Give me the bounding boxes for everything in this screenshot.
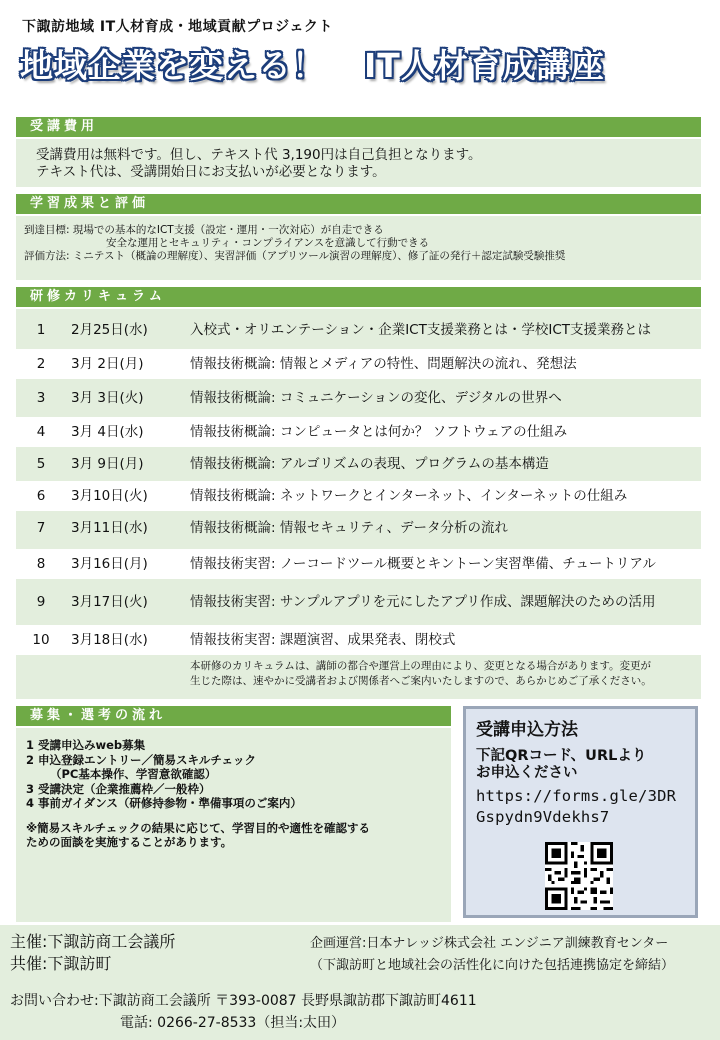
selection-step-4: 4 事前ガイダンス（研修持参物・準備事項のご案内）	[26, 796, 302, 810]
row-date: 3月 9日(月)	[71, 456, 144, 472]
title-part-2: IT人材育成講座	[364, 46, 605, 85]
curriculum-row	[16, 417, 701, 447]
selection-note-line-1: ※簡易スキルチェックの結果に応じて、学習目的や適性を確認する	[26, 820, 370, 835]
selection-heading: 募集・選考の流れ	[16, 706, 451, 728]
row-number: 9	[36, 594, 46, 610]
footer	[0, 925, 720, 1040]
curriculum-row	[16, 349, 701, 379]
fee-line-1: 受講費用は無料です。但し、テキスト代 3,190円は自己負担となります。	[36, 147, 482, 163]
row-number: 7	[36, 520, 46, 536]
row-date: 3月17日(火)	[71, 594, 148, 610]
curriculum-row	[16, 383, 701, 413]
row-number: 2	[36, 356, 46, 372]
row-number: 6	[36, 488, 46, 504]
row-content: 情報技術実習: ノーコードツール概要とキントーン実習準備、チュートリアル	[190, 556, 656, 572]
agreement-note: （下諏訪町と地域社会の活性化に向けた包括連携協定を締結）	[310, 958, 675, 973]
goal-line-2: 安全な運用とセキュリティ・コンプライアンスを意識して行動できる	[106, 237, 430, 249]
row-number: 5	[36, 456, 46, 472]
row-content: 情報技術実習: サンプルアプリを元にしたアプリ作成、課題解決のための活用	[190, 594, 656, 610]
row-date: 3月 2日(月)	[71, 356, 144, 372]
curriculum-row	[16, 481, 701, 511]
row-content: 情報技術概論: コンピュータとは何か？ ソフトウェアの仕組み	[190, 424, 568, 440]
application-url[interactable]	[476, 786, 695, 828]
curriculum-row	[16, 587, 701, 617]
contact-phone: 電話: 0266-27-8533（担当:太田）	[120, 1015, 346, 1031]
row-date: 3月18日(水)	[71, 632, 148, 648]
application-instruction-1: 下記QRコード、URLより	[476, 748, 647, 764]
row-date: 2月25日(水)	[71, 322, 148, 338]
row-content: 情報技術概論: 情報とメディアの特性、問題解決の流れ、発想法	[190, 356, 577, 372]
row-date: 3月 4日(水)	[71, 424, 144, 440]
contact-address: お問い合わせ:下諏訪商工会議所 〒393-0087 長野県諏訪郡下諏訪町4611	[10, 993, 477, 1009]
row-number: 8	[36, 556, 46, 572]
title-part-1: 地域企業を変える！	[20, 46, 326, 85]
curriculum-note-line-1: 本研修のカリキュラムは、講師の都合や運営上の理由により、変更となる場合があります。変更が	[190, 660, 652, 672]
curriculum-row	[16, 549, 701, 579]
curriculum-section	[16, 287, 701, 699]
curriculum-row	[16, 513, 701, 543]
curriculum-note	[190, 659, 700, 689]
curriculum-note-line-2: 生じた際は、速やかに受講者および関係者へご案内いたしますので、あらかじめご了承ください。	[190, 675, 652, 687]
goal-line-1: 到達目標: 現場での基本的なICT支援（設定・運用・一次対応）が自走できる	[24, 224, 384, 236]
co-host: 共催:下諏訪町	[10, 954, 112, 973]
host-organizer: 主催:下諏訪商工会議所	[10, 932, 176, 951]
row-number: 1	[36, 322, 46, 338]
row-number: 4	[36, 424, 46, 440]
fee-section	[16, 117, 701, 187]
outcome-section	[16, 194, 701, 280]
page-title	[20, 40, 605, 87]
selection-step-2-detail: （PC基本操作、学習意欲確認）	[50, 767, 217, 781]
application-box	[463, 706, 698, 918]
curriculum-row	[16, 625, 701, 655]
curriculum-heading: 研修カリキュラム	[16, 287, 701, 309]
application-instruction-2: お申込ください	[476, 765, 578, 781]
row-content: 情報技術概論: アルゴリズムの表現、プログラムの基本構造	[190, 456, 549, 472]
row-number: 3	[36, 390, 46, 406]
row-date: 3月 3日(火)	[71, 390, 144, 406]
row-content: 情報技術概論: ネットワークとインターネット、インターネットの仕組み	[190, 488, 628, 504]
project-subtitle: 下諏訪地域 IT人材育成・地域貢献プロジェクト	[22, 19, 333, 35]
row-date: 3月16日(月)	[71, 556, 148, 572]
qr-code-icon[interactable]	[545, 842, 613, 910]
outcome-heading: 学習成果と評価	[16, 194, 701, 216]
row-date: 3月11日(水)	[71, 520, 148, 536]
operator: 企画運営:日本ナレッジ株式会社 エンジニア訓練教育センター	[310, 936, 669, 951]
selection-step-3: 3 受講決定（企業推薦枠／一般枠）	[26, 781, 211, 796]
fee-line-2: テキスト代は、受講開始日にお支払いが必要となります。	[36, 164, 386, 180]
evaluation-line: 評価方法: ミニテスト（概論の理解度）、実習評価（アプリツール演習の理解度）、修了証の発行＋認定試験受験推奨	[24, 250, 566, 262]
selection-note-line-2: ための面談を実施することがあります。	[26, 835, 233, 849]
row-date: 3月10日(火)	[71, 488, 148, 504]
row-content: 情報技術実習: 課題演習、成果発表、閉校式	[190, 632, 456, 648]
fee-heading: 受講費用	[16, 117, 701, 139]
selection-step-2: 2 申込登録エントリー／簡易スキルチェック	[26, 752, 257, 767]
curriculum-row	[16, 449, 701, 479]
row-content: 入校式・オリエンテーション・企業ICT支援業務とは・学校ICT支援業務とは	[190, 322, 651, 338]
application-url-line-1[interactable]: https://forms.gle/3DR	[476, 787, 677, 805]
row-content: 情報技術概論: コミュニケーションの変化、デジタルの世界へ	[190, 390, 562, 406]
application-title: 受講申込方法	[476, 720, 578, 740]
curriculum-row	[16, 315, 701, 345]
selection-step-1: 1 受講申込みweb募集	[26, 738, 146, 752]
row-content: 情報技術概論: 情報セキュリティ、データ分析の流れ	[190, 520, 508, 536]
selection-section	[16, 706, 451, 922]
row-number: 10	[32, 632, 50, 648]
application-url-line-2[interactable]: Gspydn9Vdekhs7	[476, 808, 610, 826]
